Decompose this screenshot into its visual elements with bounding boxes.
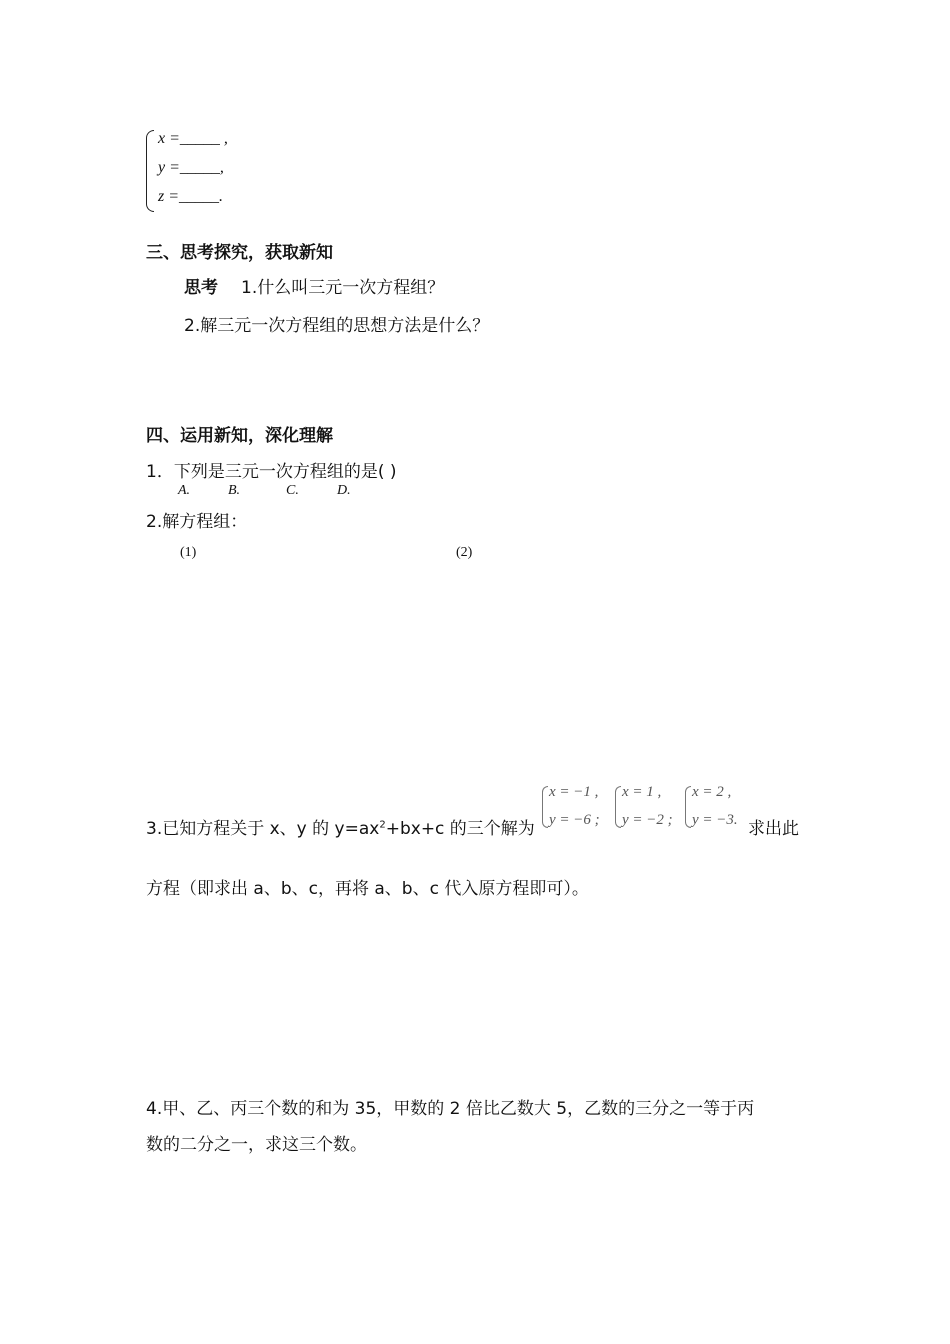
option-c: C.	[286, 483, 299, 498]
item-3-text-pre: 3.已知方程关于 x、y 的 y=ax	[146, 819, 380, 839]
sub-problem-2: (2)	[456, 545, 473, 560]
solution-2-brace	[615, 786, 621, 828]
solution-2-x: x = 1 ,	[622, 784, 662, 800]
solution-1-brace	[542, 786, 548, 828]
question-2: 2.解三元一次方程组的思想方法是什么？	[184, 316, 490, 336]
item-2: 2.解方程组：	[146, 512, 248, 532]
left-brace	[146, 130, 154, 212]
sub-problem-1: (1)	[180, 545, 197, 560]
item-3-line2: 方程（即求出 a、b、c，再将 a、b、c 代入原方程即可）。	[146, 879, 589, 899]
item-4-line2: 数的二分之一，求这三个数。	[146, 1135, 367, 1155]
solution-3-brace	[685, 786, 691, 828]
solution-2-y: y = −2 ;	[622, 812, 673, 828]
exponent: 2	[379, 819, 386, 831]
system-row-x: x =_____ ,	[158, 130, 228, 147]
item-3-text-post: 求出此	[748, 819, 799, 839]
option-a: A.	[178, 483, 191, 498]
solution-3-x: x = 2 ,	[692, 784, 732, 800]
option-d: D.	[337, 483, 351, 498]
system-row-y: y =_____,	[158, 159, 224, 176]
option-b: B.	[228, 483, 241, 498]
solution-3-y: y = −3.	[692, 812, 738, 828]
item-4-line1: 4.甲、乙、丙三个数的和为 35，甲数的 2 倍比乙数大 5，乙数的三分之一等于丙	[146, 1099, 755, 1119]
system-row-z: z =_____.	[158, 188, 224, 205]
think-label: 思考	[184, 278, 218, 298]
section4-heading: 四、运用新知，深化理解	[146, 426, 333, 446]
solution-1-x: x = −1 ,	[549, 784, 599, 800]
question-1: 1.什么叫三元一次方程组？	[241, 278, 445, 298]
solution-1-y: y = −6 ;	[549, 812, 600, 828]
item-1: 1．下列是三元一次方程组的是( )	[146, 462, 397, 482]
section3-heading: 三、思考探究，获取新知	[146, 243, 333, 263]
item-3-text-mid: +bx+c 的三个解为	[385, 819, 535, 839]
item-3-line1	[146, 814, 535, 839]
